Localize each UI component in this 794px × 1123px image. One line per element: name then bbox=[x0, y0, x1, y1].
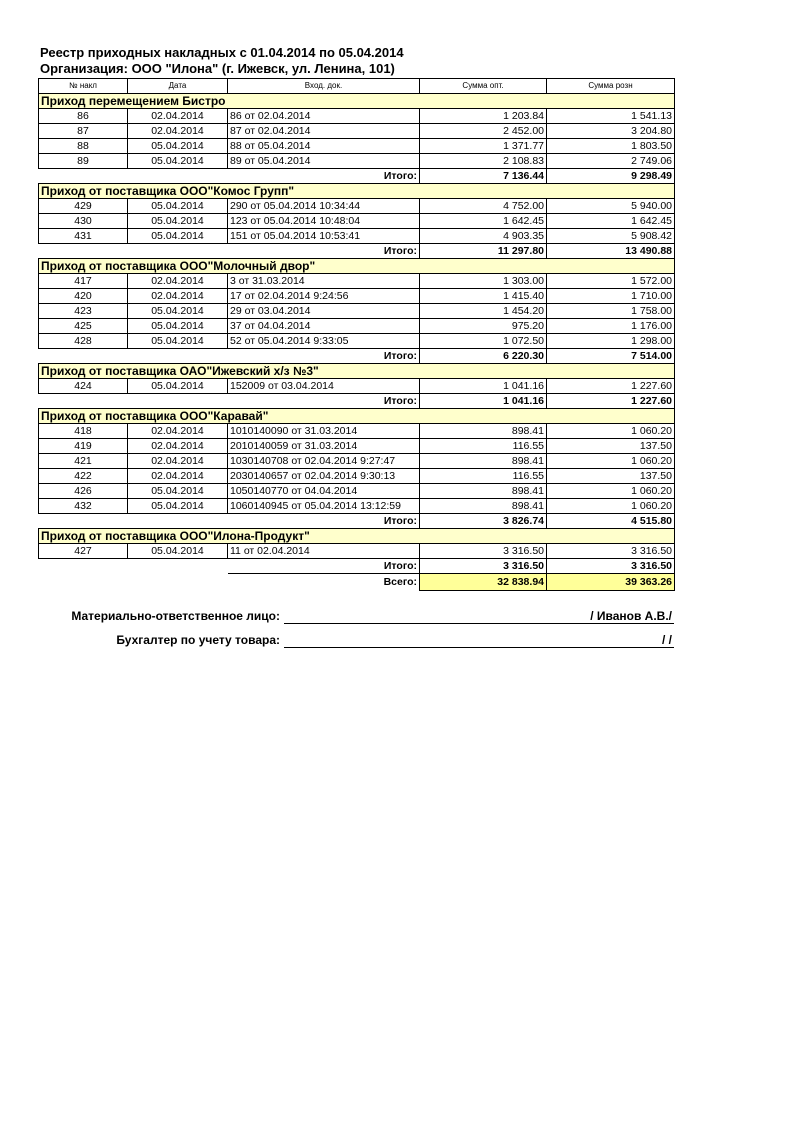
incoming-document: 123 от 05.04.2014 10:48:04 bbox=[228, 214, 420, 229]
invoice-number: 424 bbox=[39, 379, 128, 394]
incoming-document: 2030140657 от 02.04.2014 9:30:13 bbox=[228, 469, 420, 484]
accountant-name: / / bbox=[661, 633, 672, 647]
wholesale-sum: 1 454.20 bbox=[420, 304, 547, 319]
group-header-row bbox=[39, 409, 675, 424]
table-header-row bbox=[39, 79, 675, 94]
invoice-register-table bbox=[38, 78, 675, 591]
invoice-date: 02.04.2014 bbox=[128, 274, 228, 289]
invoice-date: 05.04.2014 bbox=[128, 154, 228, 169]
wholesale-sum: 898.41 bbox=[420, 454, 547, 469]
col-header-retail-sum: Сумма розн bbox=[547, 79, 675, 94]
invoice-number: 419 bbox=[39, 439, 128, 454]
table-row bbox=[39, 139, 675, 154]
invoice-date: 02.04.2014 bbox=[128, 424, 228, 439]
retail-sum: 1 642.45 bbox=[547, 214, 675, 229]
retail-sum: 1 060.20 bbox=[547, 424, 675, 439]
wholesale-sum: 898.41 bbox=[420, 484, 547, 499]
responsible-person-label: Материально-ответственное лицо: bbox=[71, 609, 280, 623]
invoice-date: 05.04.2014 bbox=[128, 544, 228, 559]
table-row bbox=[39, 469, 675, 484]
invoice-number: 428 bbox=[39, 334, 128, 349]
grand-total-row bbox=[39, 574, 675, 591]
wholesale-sum: 975.20 bbox=[420, 319, 547, 334]
retail-sum: 1 803.50 bbox=[547, 139, 675, 154]
total-spacer bbox=[39, 559, 228, 574]
incoming-document: 37 от 04.04.2014 bbox=[228, 319, 420, 334]
invoice-number: 426 bbox=[39, 484, 128, 499]
invoice-number: 421 bbox=[39, 454, 128, 469]
retail-sum: 1 758.00 bbox=[547, 304, 675, 319]
total-label: Итого: bbox=[228, 349, 420, 364]
incoming-document: 52 от 05.04.2014 9:33:05 bbox=[228, 334, 420, 349]
table-row bbox=[39, 199, 675, 214]
accountant-label: Бухгалтер по учету товара: bbox=[116, 633, 280, 647]
invoice-date: 05.04.2014 bbox=[128, 214, 228, 229]
responsible-person-name: / Иванов А.В./ bbox=[590, 609, 672, 623]
incoming-document: 3 от 31.03.2014 bbox=[228, 274, 420, 289]
retail-sum: 5 940.00 bbox=[547, 199, 675, 214]
group-total-row bbox=[39, 244, 675, 259]
total-retail: 7 514.00 bbox=[547, 349, 675, 364]
invoice-date: 05.04.2014 bbox=[128, 319, 228, 334]
wholesale-sum: 1 415.40 bbox=[420, 289, 547, 304]
group-title: Приход перемещением Бистро bbox=[39, 94, 675, 109]
invoice-number: 87 bbox=[39, 124, 128, 139]
group-title: Приход от поставщика ООО"Илона-Продукт" bbox=[39, 529, 675, 544]
group-total-row bbox=[39, 169, 675, 184]
incoming-document: 152009 от 03.04.2014 bbox=[228, 379, 420, 394]
wholesale-sum: 2 452.00 bbox=[420, 124, 547, 139]
col-header-date: Дата bbox=[128, 79, 228, 94]
invoice-date: 05.04.2014 bbox=[128, 139, 228, 154]
table-row bbox=[39, 484, 675, 499]
incoming-document: 87 от 02.04.2014 bbox=[228, 124, 420, 139]
table-row bbox=[39, 154, 675, 169]
group-total-row bbox=[39, 394, 675, 409]
group-header-row bbox=[39, 364, 675, 379]
responsible-signature-line bbox=[284, 623, 674, 624]
grand-total-label: Всего: bbox=[383, 576, 417, 589]
total-wholesale: 6 220.30 bbox=[420, 349, 547, 364]
invoice-date: 05.04.2014 bbox=[128, 199, 228, 214]
total-label: Итого: bbox=[228, 244, 420, 259]
wholesale-sum: 1 303.00 bbox=[420, 274, 547, 289]
incoming-document: 88 от 05.04.2014 bbox=[228, 139, 420, 154]
invoice-number: 430 bbox=[39, 214, 128, 229]
table-row bbox=[39, 379, 675, 394]
total-wholesale: 11 297.80 bbox=[420, 244, 547, 259]
invoice-number: 427 bbox=[39, 544, 128, 559]
table-row bbox=[39, 274, 675, 289]
incoming-document: 89 от 05.04.2014 bbox=[228, 154, 420, 169]
invoice-date: 02.04.2014 bbox=[128, 124, 228, 139]
organization-line: Организация: ООО "Илона" (г. Ижевск, ул. Ленина, 101) bbox=[40, 61, 395, 76]
grand-total-spacer bbox=[39, 574, 228, 591]
retail-sum: 5 908.42 bbox=[547, 229, 675, 244]
table-row bbox=[39, 289, 675, 304]
table-row bbox=[39, 109, 675, 124]
retail-sum: 3 316.50 bbox=[547, 544, 675, 559]
table-row bbox=[39, 214, 675, 229]
table-row bbox=[39, 499, 675, 514]
invoice-date: 05.04.2014 bbox=[128, 379, 228, 394]
invoice-date: 05.04.2014 bbox=[128, 334, 228, 349]
incoming-document: 2010140059 от 31.03.2014 bbox=[228, 439, 420, 454]
invoice-number: 422 bbox=[39, 469, 128, 484]
incoming-document: 11 от 02.04.2014 bbox=[228, 544, 420, 559]
grand-total-wholesale: 32 838.94 bbox=[420, 574, 547, 591]
total-spacer bbox=[39, 244, 228, 259]
retail-sum: 1 541.13 bbox=[547, 109, 675, 124]
wholesale-sum: 3 316.50 bbox=[420, 544, 547, 559]
accountant-signature-line bbox=[284, 647, 674, 648]
invoice-date: 05.04.2014 bbox=[128, 499, 228, 514]
group-title: Приход от поставщика ОАО"Ижевский х/з №3" bbox=[39, 364, 675, 379]
col-header-number: № накл bbox=[39, 79, 128, 94]
incoming-document: 1010140090 от 31.03.2014 bbox=[228, 424, 420, 439]
incoming-document: 1060140945 от 05.04.2014 13:12:59 bbox=[228, 499, 420, 514]
incoming-document: 151 от 05.04.2014 10:53:41 bbox=[228, 229, 420, 244]
wholesale-sum: 1 072.50 bbox=[420, 334, 547, 349]
wholesale-sum: 4 752.00 bbox=[420, 199, 547, 214]
invoice-date: 05.04.2014 bbox=[128, 484, 228, 499]
total-wholesale: 7 136.44 bbox=[420, 169, 547, 184]
retail-sum: 1 298.00 bbox=[547, 334, 675, 349]
retail-sum: 1 060.20 bbox=[547, 499, 675, 514]
col-header-incoming-doc: Вход. док. bbox=[228, 79, 420, 94]
table-row bbox=[39, 229, 675, 244]
total-label: Итого: bbox=[228, 394, 420, 409]
total-label: Итого: bbox=[228, 559, 420, 574]
invoice-date: 02.04.2014 bbox=[128, 439, 228, 454]
table-row bbox=[39, 334, 675, 349]
invoice-number: 423 bbox=[39, 304, 128, 319]
grand-total-retail: 39 363.26 bbox=[547, 574, 675, 591]
wholesale-sum: 1 642.45 bbox=[420, 214, 547, 229]
retail-sum: 1 176.00 bbox=[547, 319, 675, 334]
invoice-date: 02.04.2014 bbox=[128, 289, 228, 304]
invoice-number: 89 bbox=[39, 154, 128, 169]
retail-sum: 1 227.60 bbox=[547, 379, 675, 394]
retail-sum: 3 204.80 bbox=[547, 124, 675, 139]
invoice-number: 88 bbox=[39, 139, 128, 154]
invoice-number: 418 bbox=[39, 424, 128, 439]
table-row bbox=[39, 439, 675, 454]
retail-sum: 137.50 bbox=[547, 469, 675, 484]
wholesale-sum: 898.41 bbox=[420, 424, 547, 439]
invoice-number: 86 bbox=[39, 109, 128, 124]
total-retail: 13 490.88 bbox=[547, 244, 675, 259]
invoice-number: 431 bbox=[39, 229, 128, 244]
incoming-document: 86 от 02.04.2014 bbox=[228, 109, 420, 124]
invoice-date: 05.04.2014 bbox=[128, 304, 228, 319]
group-title: Приход от поставщика ООО"Молочный двор" bbox=[39, 259, 675, 274]
wholesale-sum: 898.41 bbox=[420, 499, 547, 514]
invoice-date: 02.04.2014 bbox=[128, 109, 228, 124]
invoice-number: 425 bbox=[39, 319, 128, 334]
incoming-document: 29 от 03.04.2014 bbox=[228, 304, 420, 319]
invoice-date: 02.04.2014 bbox=[128, 469, 228, 484]
invoice-number: 417 bbox=[39, 274, 128, 289]
retail-sum: 137.50 bbox=[547, 439, 675, 454]
total-retail: 4 515.80 bbox=[547, 514, 675, 529]
group-header-row bbox=[39, 259, 675, 274]
total-spacer bbox=[39, 514, 228, 529]
total-label: Итого: bbox=[228, 514, 420, 529]
wholesale-sum: 4 903.35 bbox=[420, 229, 547, 244]
table-row bbox=[39, 424, 675, 439]
group-header-row bbox=[39, 529, 675, 544]
total-wholesale: 3 826.74 bbox=[420, 514, 547, 529]
wholesale-sum: 2 108.83 bbox=[420, 154, 547, 169]
group-title: Приход от поставщика ООО"Каравай" bbox=[39, 409, 675, 424]
total-spacer bbox=[39, 394, 228, 409]
wholesale-sum: 1 371.77 bbox=[420, 139, 547, 154]
incoming-document: 1050140770 от 04.04.2014 bbox=[228, 484, 420, 499]
retail-sum: 2 749.06 bbox=[547, 154, 675, 169]
group-total-row bbox=[39, 559, 675, 574]
wholesale-sum: 116.55 bbox=[420, 439, 547, 454]
wholesale-sum: 1 203.84 bbox=[420, 109, 547, 124]
total-retail: 1 227.60 bbox=[547, 394, 675, 409]
wholesale-sum: 116.55 bbox=[420, 469, 547, 484]
invoice-date: 05.04.2014 bbox=[128, 229, 228, 244]
invoice-number: 432 bbox=[39, 499, 128, 514]
invoice-date: 02.04.2014 bbox=[128, 454, 228, 469]
total-wholesale: 1 041.16 bbox=[420, 394, 547, 409]
group-header-row bbox=[39, 94, 675, 109]
group-header-row bbox=[39, 184, 675, 199]
incoming-document: 1030140708 от 02.04.2014 9:27:47 bbox=[228, 454, 420, 469]
retail-sum: 1 572.00 bbox=[547, 274, 675, 289]
invoice-number: 420 bbox=[39, 289, 128, 304]
retail-sum: 1 060.20 bbox=[547, 454, 675, 469]
incoming-document: 17 от 02.04.2014 9:24:56 bbox=[228, 289, 420, 304]
total-wholesale: 3 316.50 bbox=[420, 559, 547, 574]
wholesale-sum: 1 041.16 bbox=[420, 379, 547, 394]
table-row bbox=[39, 124, 675, 139]
col-header-wholesale-sum: Сумма опт. bbox=[420, 79, 547, 94]
retail-sum: 1 710.00 bbox=[547, 289, 675, 304]
total-spacer bbox=[39, 169, 228, 184]
incoming-document: 290 от 05.04.2014 10:34:44 bbox=[228, 199, 420, 214]
total-retail: 3 316.50 bbox=[547, 559, 675, 574]
group-total-row bbox=[39, 349, 675, 364]
report-title: Реестр приходных накладных с 01.04.2014 по 05.04.2014 bbox=[40, 45, 404, 60]
retail-sum: 1 060.20 bbox=[547, 484, 675, 499]
invoice-number: 429 bbox=[39, 199, 128, 214]
total-label: Итого: bbox=[228, 169, 420, 184]
total-spacer bbox=[39, 349, 228, 364]
group-total-row bbox=[39, 514, 675, 529]
table-row bbox=[39, 319, 675, 334]
table-row bbox=[39, 304, 675, 319]
group-title: Приход от поставщика ООО"Комос Групп" bbox=[39, 184, 675, 199]
table-body bbox=[39, 94, 675, 591]
table-row bbox=[39, 454, 675, 469]
table-row bbox=[39, 544, 675, 559]
total-retail: 9 298.49 bbox=[547, 169, 675, 184]
